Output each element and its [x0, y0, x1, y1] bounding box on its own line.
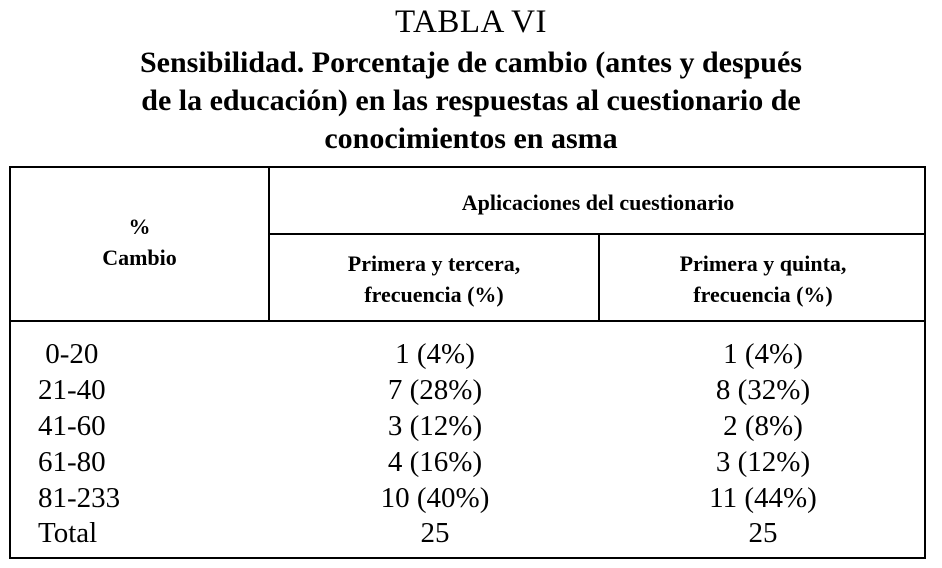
cell-first-third: 7 (28%)	[387, 374, 483, 406]
caption-line: Sensibilidad. Porcentaje de cambio (antes y después	[140, 46, 802, 79]
cell-first-third: 10 (40%)	[380, 482, 490, 514]
column-header-first-third	[270, 248, 598, 310]
column-header-line: Primera y tercera,	[347, 251, 521, 276]
group-header-divider	[269, 233, 925, 235]
cell-first-fifth: 8 (32%)	[715, 374, 811, 406]
table-number: TABLA VI	[394, 4, 547, 40]
header-body-divider	[10, 320, 925, 322]
caption-line: de la educación) en las respuestas al cuestionario de	[141, 84, 801, 117]
row-label-header-line: Cambio	[102, 245, 177, 270]
row-label: Total	[38, 517, 98, 549]
cell-first-fifth: 25	[748, 517, 778, 549]
caption-line: conocimientos en asma	[324, 122, 618, 155]
column-header-line: frecuencia (%)	[364, 282, 504, 307]
cell-first-fifth: 1 (4%)	[723, 338, 803, 370]
row-label: 81-233	[38, 482, 121, 514]
cell-first-third: 25	[420, 517, 450, 549]
cell-first-fifth: 3 (12%)	[715, 446, 811, 478]
column-header-first-fifth	[600, 248, 926, 310]
column-header-line: Primera y quinta,	[679, 251, 847, 276]
column-header-line: frecuencia (%)	[693, 282, 833, 307]
row-label-header-line: %	[128, 214, 151, 239]
cell-first-fifth: 11 (44%)	[709, 482, 817, 514]
row-label-header	[11, 211, 268, 273]
row-label: 41-60	[38, 410, 106, 442]
cell-first-third: 4 (16%)	[387, 446, 483, 478]
table-caption	[40, 44, 902, 158]
cell-first-fifth: 2 (8%)	[723, 410, 803, 442]
cell-first-third: 3 (12%)	[387, 410, 483, 442]
row-label: 21-40	[38, 374, 106, 406]
cell-first-third: 1 (4%)	[395, 338, 475, 370]
row-label: 61-80	[38, 446, 106, 478]
row-label: 0-20	[38, 338, 99, 370]
group-header: Aplicaciones del cuestionario	[461, 190, 735, 215]
